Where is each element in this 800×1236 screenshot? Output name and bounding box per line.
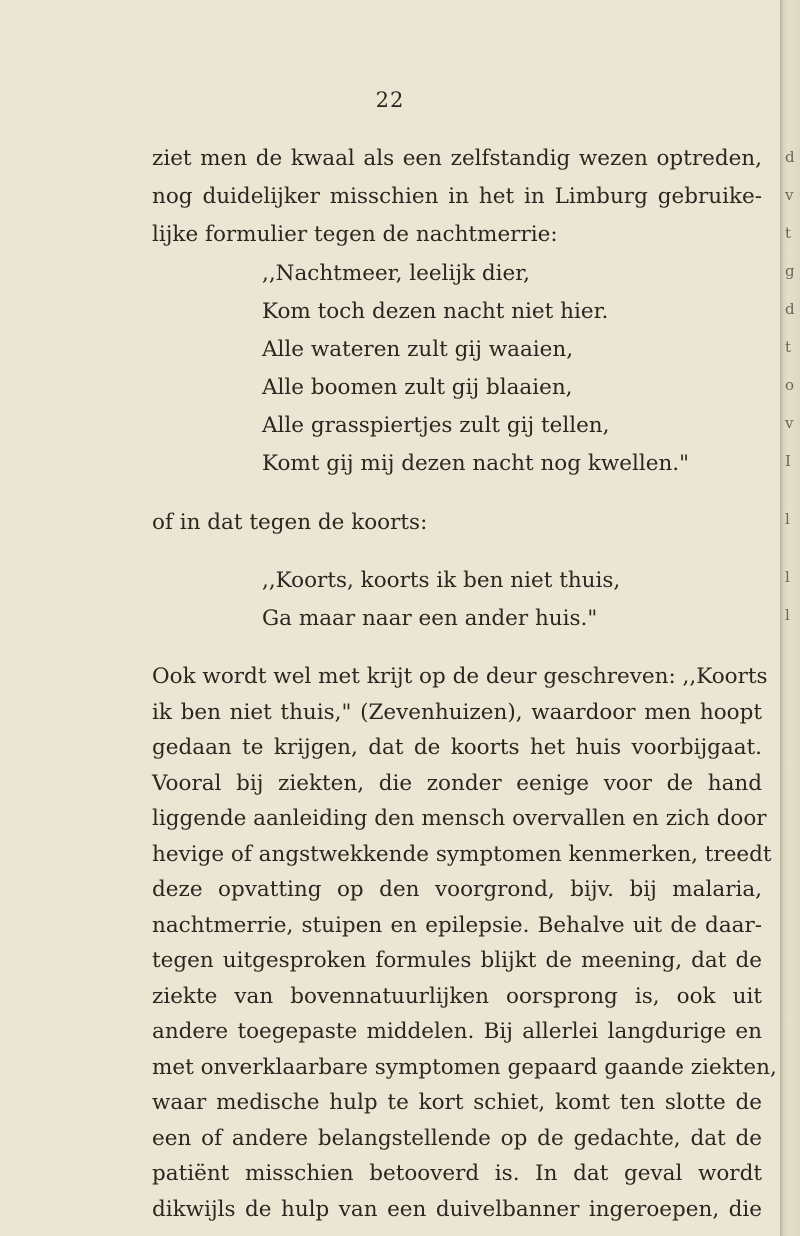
bleed-letter: l <box>785 510 790 528</box>
bleed-letter: l <box>785 606 790 624</box>
paragraph-line: gedaan te krijgen, dat de koorts het huis voorbijgaat. <box>152 735 762 760</box>
paragraph-line: patiënt misschien betooverd is. In dat geval wordt <box>152 1161 762 1186</box>
bleed-letter: t <box>785 338 792 356</box>
paragraph-line: een of andere belangstellende op de gedachte, dat de <box>152 1125 762 1151</box>
verse-line: ,,Nachtmeer, leelijk dier, <box>262 261 530 286</box>
verse-line: Alle wateren zult gij waaien, <box>262 337 574 362</box>
page-number: 22 <box>375 88 405 112</box>
paragraph-line: dikwijls de hulp van een duivelbanner ingeroepen, die <box>152 1196 762 1222</box>
paragraph-line: tegen uitgesproken formules blijkt de meening, dat de <box>152 948 762 973</box>
paragraph-line: ziekte van bovennatuurlijken oorsprong is, ook uit <box>152 983 762 1009</box>
verse-line: Alle boomen zult gij blaaien, <box>262 375 573 400</box>
bleed-letter: d <box>785 300 795 318</box>
paragraph-line: nachtmerrie, stuipen en epilepsie. Behalve uit de daar- <box>152 912 762 938</box>
bleed-letter: I <box>785 452 791 470</box>
paragraph-line: Vooral bij ziekten, die zonder eenige voor de hand <box>152 770 762 796</box>
paragraph-line: ik ben niet thuis," (Zevenhuizen), waardoor men hoopt <box>152 699 762 725</box>
verse-line: Alle grasspiertjes zult gij tellen, <box>262 413 610 438</box>
paragraph-line: hevige of angstwekkende symptomen kenmerken, treedt <box>152 841 772 867</box>
verse-line: Ga maar naar een ander huis." <box>262 606 598 631</box>
intro-line: ziet men de kwaal als een zelfstandig wezen optreden, <box>152 146 762 171</box>
bleed-letter: v <box>785 414 794 432</box>
bridge-line: of in dat tegen de koorts: <box>152 510 428 535</box>
bleed-letter: d <box>785 148 795 166</box>
paragraph-line: deze opvatting op den voorgrond, bijv. bij malaria, <box>152 877 762 902</box>
adjacent-page-edge <box>780 0 800 1236</box>
bleed-letter: o <box>785 376 795 394</box>
bleed-letter: g <box>785 262 795 280</box>
bleed-letter: t <box>785 224 792 242</box>
intro-line: lijke formulier tegen de nachtmerrie: <box>152 222 558 247</box>
paragraph-line: Ook wordt wel met krijt op de deur geschreven: ,,Koorts <box>152 664 768 689</box>
intro-line: nog duidelijker misschien in het in Limburg gebruike- <box>152 184 762 209</box>
verse-line: Kom toch dezen nacht niet hier. <box>262 299 609 324</box>
bleed-letter: l <box>785 568 790 586</box>
verse-line: ,,Koorts, koorts ik ben niet thuis, <box>262 568 621 593</box>
verse-line: Komt gij mij dezen nacht nog kwellen." <box>262 451 690 476</box>
paragraph-line: andere toegepaste middelen. Bij allerlei langdurige en <box>152 1019 762 1044</box>
bleed-letter: v <box>785 186 794 204</box>
paragraph-line: waar medische hulp te kort schiet, komt ten slotte de <box>152 1090 762 1115</box>
paragraph-line: met onverklaarbare symptomen gepaard gaande ziekten, <box>152 1054 777 1080</box>
paragraph-line: liggende aanleiding den mensch overvallen en zich door <box>152 806 767 831</box>
